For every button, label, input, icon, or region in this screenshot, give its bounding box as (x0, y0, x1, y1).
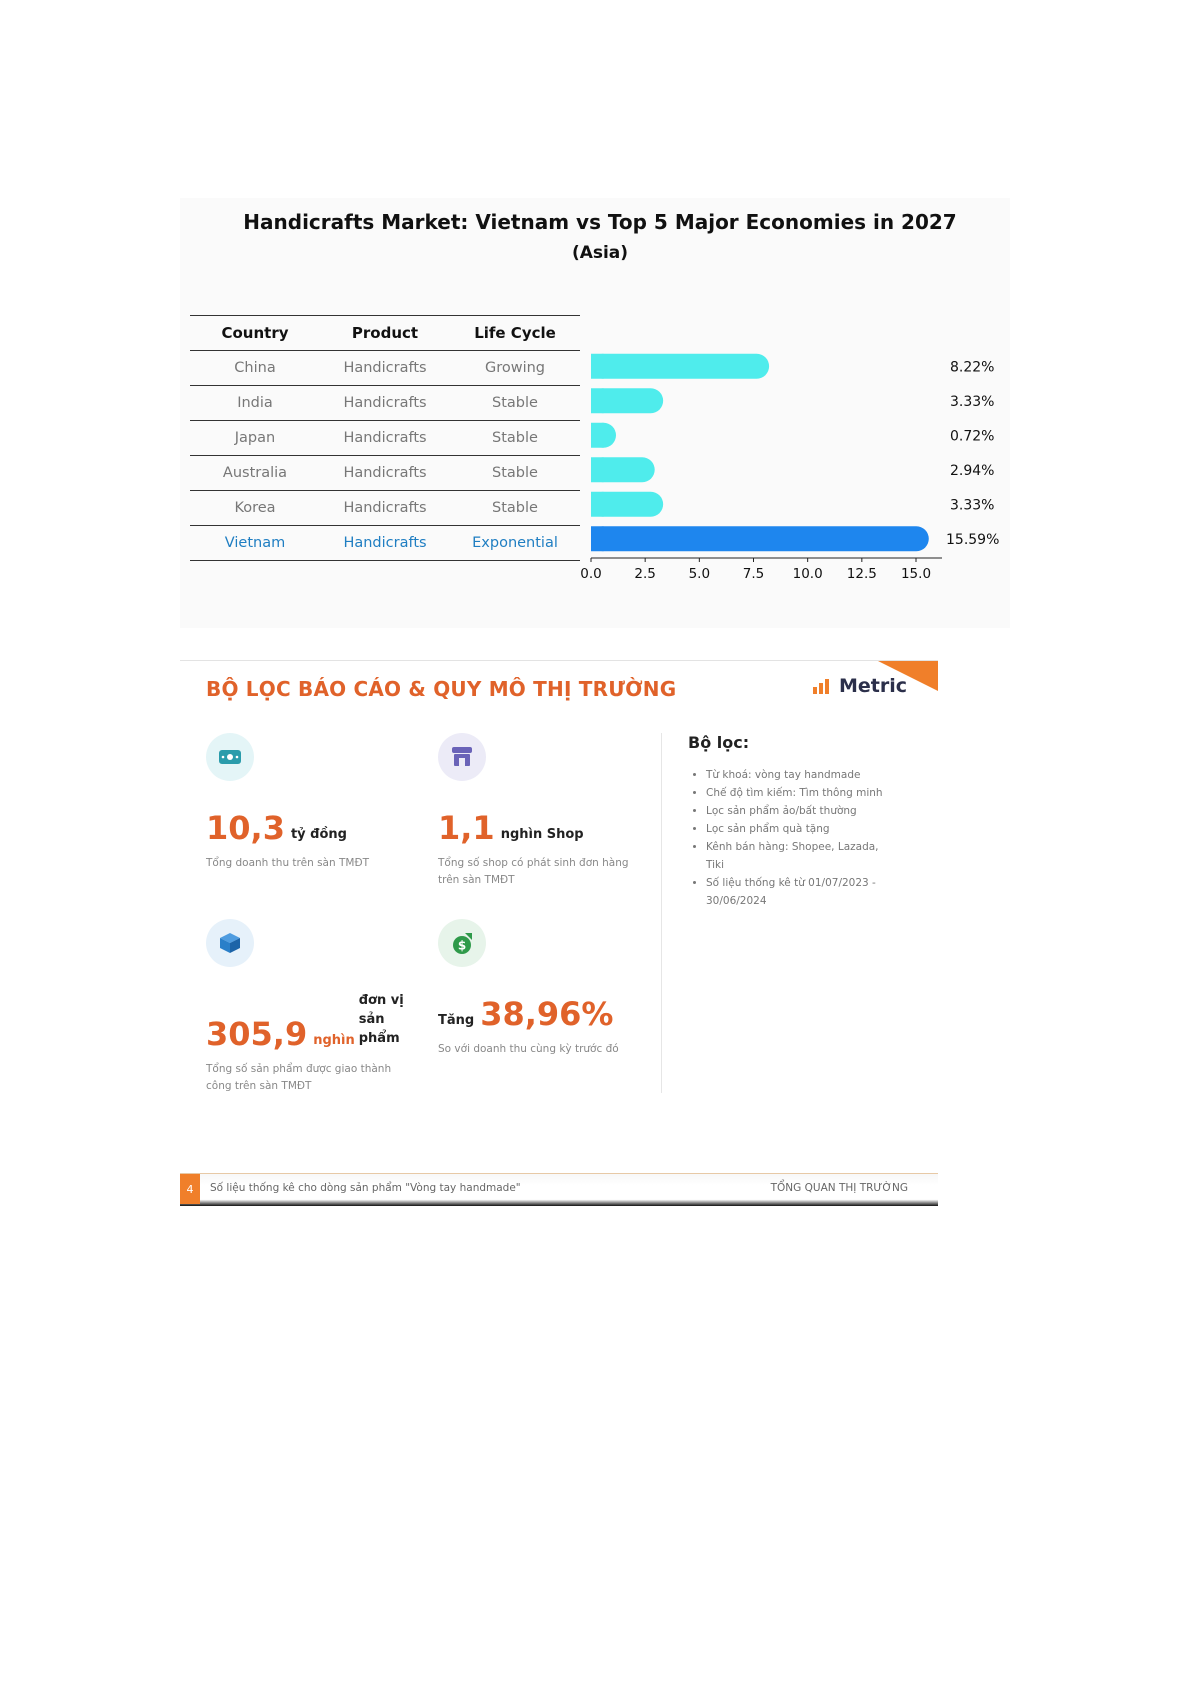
bar-chart (180, 198, 1010, 628)
stat-description: Tổng số sản phẩm được giao thành công trên sàn TMĐT (206, 1063, 392, 1092)
report-slide (180, 660, 938, 1206)
stat-number: 1,1 (438, 809, 495, 847)
x-tick-label: 2.5 (634, 566, 656, 582)
footer-section: TỔNG QUAN THỊ TRƯỜNG (770, 1182, 908, 1194)
bar-edge (591, 457, 604, 482)
bar-edge (591, 388, 604, 413)
stat-products (206, 919, 416, 1095)
cell-life-cycle: Exponential (472, 535, 558, 551)
market-chart-figure (180, 198, 1010, 628)
column-header-life-cycle: Life Cycle (474, 324, 556, 342)
bar-value-label: 15.59% (946, 531, 1000, 548)
stat-growth (438, 919, 648, 1058)
stat-revenue (206, 733, 416, 872)
money-bag-icon (438, 919, 486, 967)
stat-unit-small: nghìn (313, 1033, 355, 1048)
bar-value-label: 2.94% (950, 462, 995, 479)
x-tick-label: 12.5 (846, 566, 877, 582)
chart-title: Handicrafts Market: Vietnam vs Top 5 Major Economies in 2027 (243, 210, 957, 234)
cell-product: Handicrafts (343, 535, 427, 551)
stat-number: 10,3 (206, 809, 285, 847)
stat-unit: đơn vị sản phẩm (358, 993, 404, 1046)
bar-edge (591, 492, 604, 517)
cell-country: China (234, 360, 276, 376)
cell-country: Japan (234, 430, 276, 446)
x-tick-label: 7.5 (742, 566, 765, 582)
filter-panel (688, 733, 888, 910)
column-header-country: Country (221, 324, 289, 342)
filter-list (688, 766, 888, 910)
box-icon (206, 919, 254, 967)
column-header-product: Product (351, 324, 419, 342)
cell-life-cycle: Stable (492, 395, 538, 411)
cell-country: Vietnam (224, 535, 286, 551)
cell-life-cycle: Stable (492, 500, 538, 516)
x-tick-label: 10.0 (792, 566, 823, 582)
bar-vietnam (591, 526, 929, 551)
svg-text:$: $ (457, 938, 467, 953)
stat-description: So với doanh thu cùng kỳ trước đó (438, 1043, 619, 1055)
stat-prefix: Tăng (438, 1013, 475, 1028)
filter-item: • Lọc sản phẩm ảo/bất thường (706, 802, 888, 820)
bar-china (591, 354, 769, 379)
bar-value-label: 3.33% (950, 393, 995, 410)
cell-country: India (237, 395, 273, 411)
bar-value-label: 3.33% (950, 497, 995, 514)
stat-unit: tỷ đồng (290, 827, 347, 842)
stat-shops (438, 733, 648, 889)
bar-edge (591, 423, 604, 448)
filter-item: • Số liệu thống kê từ 01/07/2023 - 30/06/2024 (706, 874, 888, 910)
x-tick-label: 0.0 (580, 566, 602, 582)
cell-country: Australia (222, 465, 288, 481)
filter-item: • Chế độ tìm kiếm: Tìm thông minh (706, 784, 888, 802)
filter-item: • Kênh bán hàng: Shopee, Lazada, Tiki (706, 838, 888, 874)
bar-edge (591, 354, 604, 379)
bar-edge (591, 526, 604, 551)
filter-item: • Lọc sản phẩm quà tặng (706, 820, 888, 838)
stat-number: 305,9 (206, 1015, 308, 1053)
cell-life-cycle: Growing (484, 360, 546, 376)
cell-product: Handicrafts (343, 500, 427, 516)
stat-unit: nghìn Shop (500, 827, 584, 842)
x-tick-label: 15.0 (900, 566, 932, 582)
filter-item: • Từ khoá: vòng tay handmade (706, 766, 888, 784)
cell-life-cycle: Stable (492, 465, 538, 481)
cell-product: Handicrafts (343, 360, 427, 376)
slide-title: BỘ LỌC BÁO CÁO & QUY MÔ THỊ TRƯỜNG (206, 677, 677, 701)
bar-value-label: 8.22% (950, 359, 995, 376)
filter-title: Bộ lọc: (688, 733, 750, 752)
page-number: 4 (180, 1174, 200, 1204)
metric-logo-text: Metric (839, 675, 908, 697)
stat-number: 38,96% (480, 995, 614, 1033)
cell-product: Handicrafts (343, 465, 427, 481)
shop-icon (438, 733, 486, 781)
footer-note: Số liệu thống kê cho dòng sản phẩm "Vòng tay handmade" (210, 1182, 521, 1194)
money-icon (206, 733, 254, 781)
x-tick-label: 5.0 (688, 566, 711, 582)
cell-country: Korea (234, 500, 276, 516)
cell-product: Handicrafts (343, 395, 427, 411)
metric-logo (813, 675, 907, 697)
chart-subtitle: (Asia) (571, 243, 629, 263)
stat-description: Tổng doanh thu trên sàn TMĐT (206, 857, 370, 869)
vertical-divider (661, 733, 662, 1093)
cell-life-cycle: Stable (492, 430, 538, 446)
bar-value-label: 0.72% (950, 428, 995, 445)
stat-description: Tổng số shop có phát sinh đơn hàng trên sàn TMĐT (438, 857, 629, 886)
slide-footer (180, 1173, 938, 1206)
cell-product: Handicrafts (343, 430, 427, 446)
bar-chart-icon (813, 678, 833, 694)
